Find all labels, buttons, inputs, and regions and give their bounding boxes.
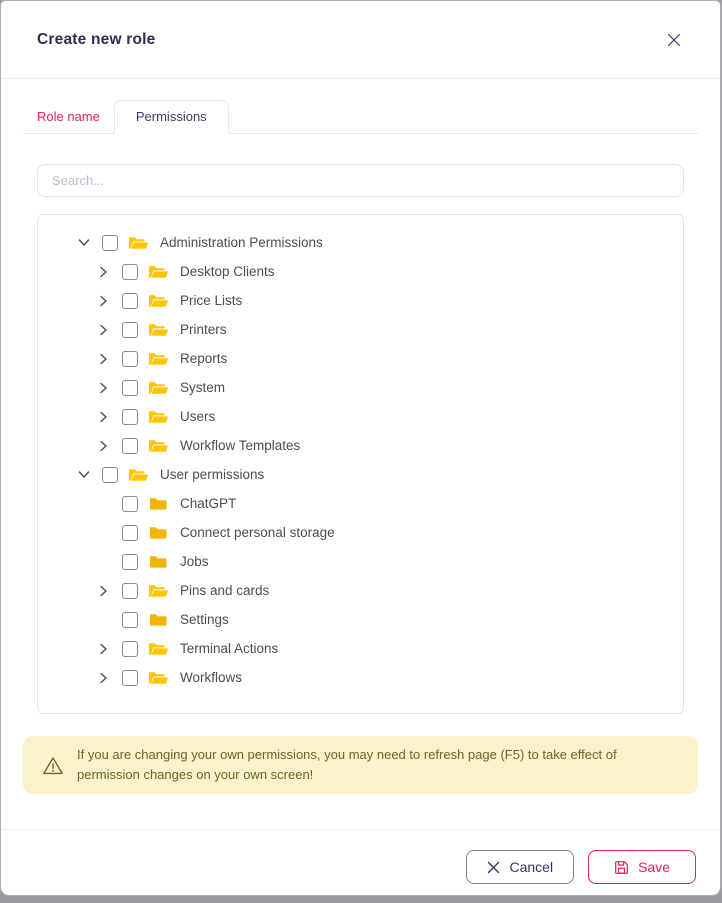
tree-item-label[interactable]: Connect personal storage (180, 525, 335, 540)
tree-item-label[interactable]: Printers (180, 322, 227, 337)
tree-item-label[interactable]: Jobs (180, 554, 209, 569)
close-button[interactable] (661, 27, 687, 53)
tree-row (38, 402, 683, 431)
dialog-content (1, 134, 720, 714)
folder-open-icon (148, 322, 168, 338)
folder-open-icon (148, 641, 168, 657)
chevron-right-icon[interactable] (98, 266, 122, 278)
tree-checkbox[interactable] (122, 525, 138, 541)
tree-row (38, 373, 683, 402)
chevron-right-icon[interactable] (98, 411, 122, 423)
tree-item-label[interactable]: Workflow Templates (180, 438, 301, 453)
folder-open-icon (148, 438, 168, 454)
tree-checkbox[interactable] (122, 409, 138, 425)
chevron-right-icon[interactable] (98, 324, 122, 336)
warning-banner (23, 736, 698, 794)
dialog-footer (1, 829, 720, 884)
chevron-down-icon[interactable] (78, 469, 102, 480)
warning-text: If you are changing your own permissions, you may need to refresh page (F5) to take effect of permission changes on your own screen! (77, 747, 617, 783)
dialog-title: Create new role (37, 30, 156, 48)
close-icon (665, 31, 683, 49)
chevron-right-icon[interactable] (98, 440, 122, 452)
tree-checkbox[interactable] (122, 293, 138, 309)
tree-checkbox[interactable] (122, 351, 138, 367)
tree-row (38, 605, 683, 634)
cancel-button[interactable] (466, 850, 574, 884)
folder-open-icon (148, 264, 168, 280)
tree-item-label[interactable]: Settings (180, 612, 229, 627)
chevron-right-icon[interactable] (98, 643, 122, 655)
chevron-down-icon[interactable] (78, 237, 102, 248)
tree-checkbox[interactable] (122, 496, 138, 512)
tree-checkbox[interactable] (102, 467, 118, 483)
tab-permissions[interactable]: Permissions (114, 100, 229, 134)
tree-row (38, 547, 683, 576)
tree-checkbox[interactable] (122, 438, 138, 454)
save-button-label: Save (638, 859, 670, 876)
tree-row (38, 257, 683, 286)
tree-checkbox[interactable] (122, 380, 138, 396)
cancel-button-label: Cancel (509, 859, 554, 876)
tree-item-label[interactable]: System (180, 380, 226, 395)
folder-open-icon (128, 235, 148, 251)
tree-item-label[interactable]: ChatGPT (180, 496, 237, 511)
folder-closed-icon (148, 554, 168, 570)
folder-open-icon (148, 409, 168, 425)
tree-checkbox[interactable] (122, 264, 138, 280)
permissions-tree (37, 214, 684, 714)
save-button[interactable] (588, 850, 696, 884)
folder-open-icon (148, 670, 168, 686)
tree-row (38, 460, 683, 489)
tree-item-label[interactable]: Reports (180, 351, 228, 366)
folder-open-icon (148, 380, 168, 396)
tree-row (38, 315, 683, 344)
folder-open-icon (148, 583, 168, 599)
tab-role-name[interactable]: Role name (23, 101, 114, 133)
tree-item-label[interactable]: Administration Permissions (160, 235, 323, 250)
tree-checkbox[interactable] (122, 641, 138, 657)
cancel-x-icon (487, 861, 500, 874)
tree-item-label[interactable]: Workflows (180, 670, 243, 685)
tree-item-label[interactable]: Price Lists (180, 293, 243, 308)
tree-row (38, 634, 683, 663)
tree-checkbox[interactable] (122, 670, 138, 686)
tree-checkbox[interactable] (102, 235, 118, 251)
tree-item-label[interactable]: Desktop Clients (180, 264, 275, 279)
tree-row (38, 344, 683, 373)
tree-item-label[interactable]: Pins and cards (180, 583, 270, 598)
tree-checkbox[interactable] (122, 583, 138, 599)
save-floppy-icon (614, 860, 629, 875)
warning-triangle-icon (42, 755, 64, 776)
folder-closed-icon (148, 612, 168, 628)
tree-item-label[interactable]: User permissions (160, 467, 265, 482)
tree-row (38, 431, 683, 460)
chevron-right-icon[interactable] (98, 353, 122, 365)
tree-row (38, 518, 683, 547)
dialog-header (1, 1, 720, 79)
folder-closed-icon (148, 496, 168, 512)
tree-checkbox[interactable] (122, 612, 138, 628)
tree-item-label[interactable]: Users (180, 409, 216, 424)
folder-open-icon (148, 293, 168, 309)
chevron-right-icon[interactable] (98, 585, 122, 597)
tree-row (38, 489, 683, 518)
chevron-right-icon[interactable] (98, 382, 122, 394)
tree-row (38, 228, 683, 257)
chevron-right-icon[interactable] (98, 295, 122, 307)
tab-bar (23, 79, 698, 134)
folder-open-icon (148, 351, 168, 367)
tree-item-label[interactable]: Terminal Actions (180, 641, 279, 656)
tree-checkbox[interactable] (122, 322, 138, 338)
search-input[interactable] (37, 164, 684, 197)
folder-open-icon (128, 467, 148, 483)
tree-checkbox[interactable] (122, 554, 138, 570)
tree-row (38, 663, 683, 692)
tree-row (38, 286, 683, 315)
chevron-right-icon[interactable] (98, 672, 122, 684)
folder-closed-icon (148, 525, 168, 541)
tree-row (38, 576, 683, 605)
